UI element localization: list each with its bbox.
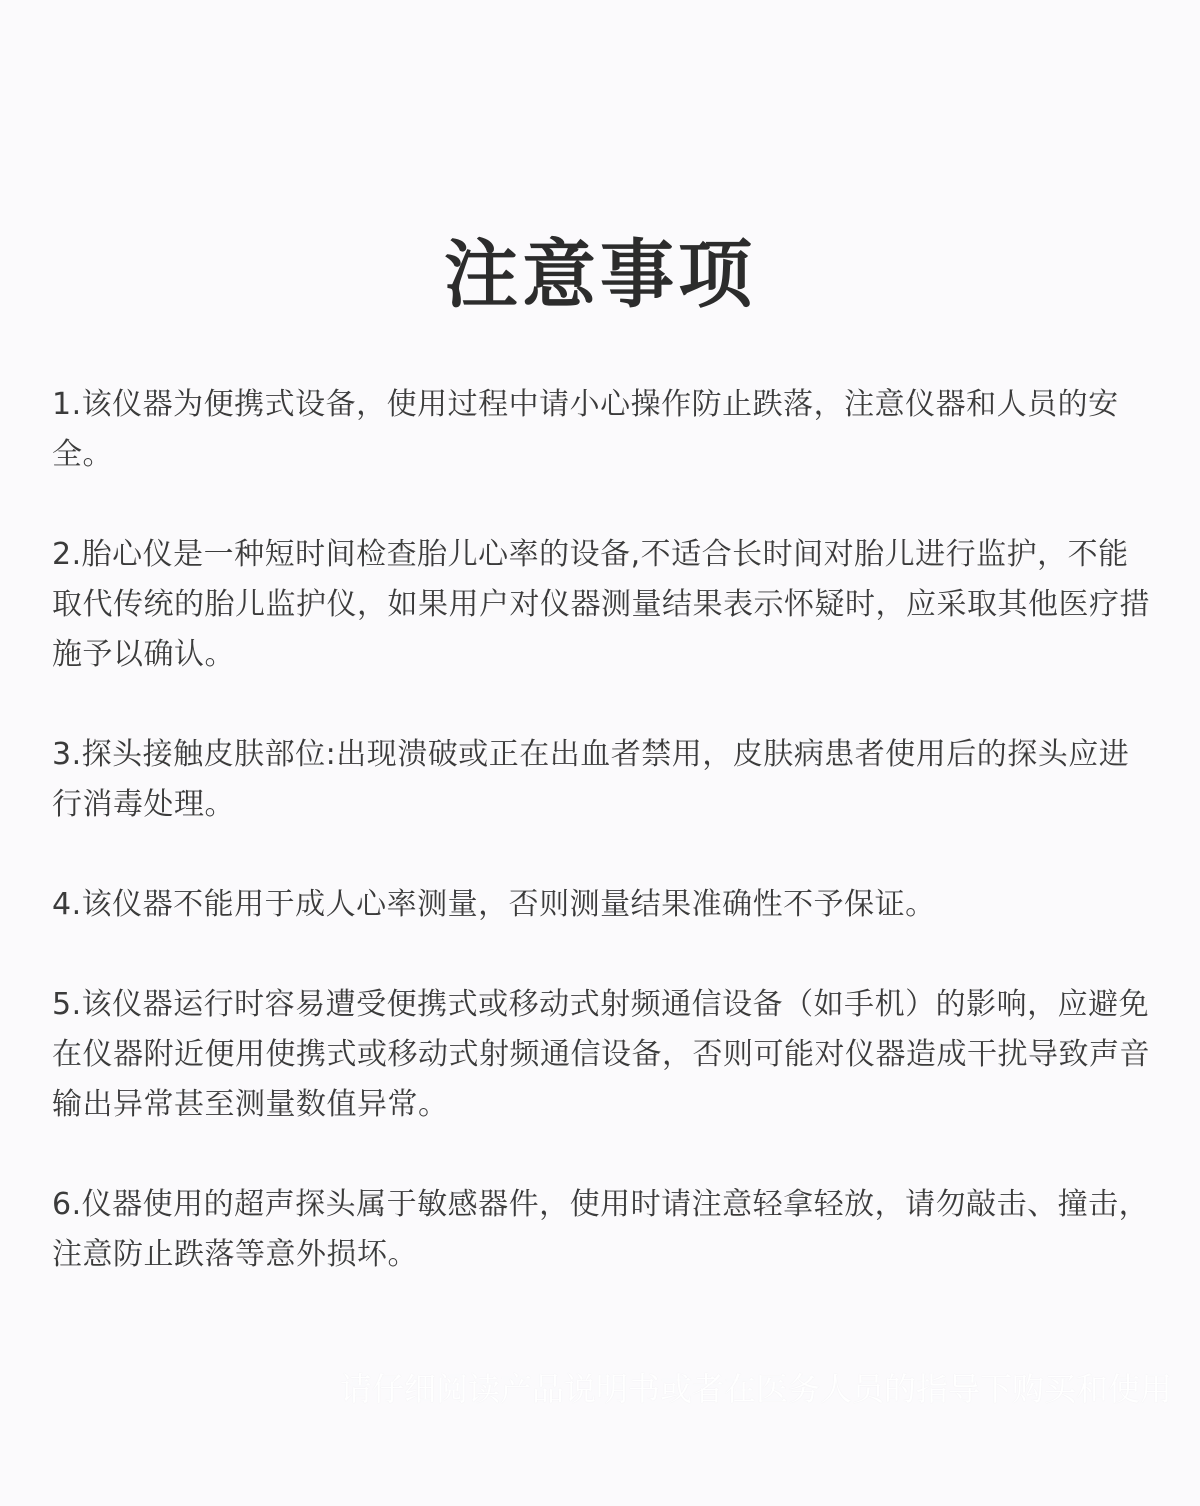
notice-item-4: 4.该仪器不能用于成人心率测量，否则测量结果准确性不予保证。 (52, 887, 936, 922)
notice-item-1: 1.该仪器为便携式设备，使用过程中请小心操作防止跌落，注意仪器和人员的安全。 (52, 387, 1119, 472)
notice-list (52, 380, 1152, 1330)
notice-item-3: 3.探头接触皮肤部位:出现溃破或正在出血者禁用，皮肤病患者使用后的探头应进行消毒处理。 (52, 737, 1130, 822)
notice-item-2: 2.胎心仪是一种短时间检查胎儿心率的设备,不适合长时间对胎儿进行监护，不能取代传统的胎儿监护仪，如果用户对仪器测量结果表示怀疑时，应采取其他医疗措施予以确认。 (52, 537, 1150, 672)
watermark-text: 请仔细阅读产品说明书或者在医务人员的指导下购买和使用 (339, 1370, 1172, 1408)
notice-item-6: 6.仪器使用的超声探头属于敏感器件，使用时请注意轻拿轻放，请勿敲击、撞击，注意防止跌落等意外损坏。 (52, 1187, 1150, 1272)
page-title: 注意事项 (444, 231, 756, 318)
notice-item-5: 5.该仪器运行时容易遭受便携式或移动式射频通信设备（如手机）的影响，应避免在仪器附近便用使携式或移动式射频通信设备，否则可能对仪器造成干扰导致声音输出异常甚至测量数值异常。 (52, 987, 1150, 1122)
